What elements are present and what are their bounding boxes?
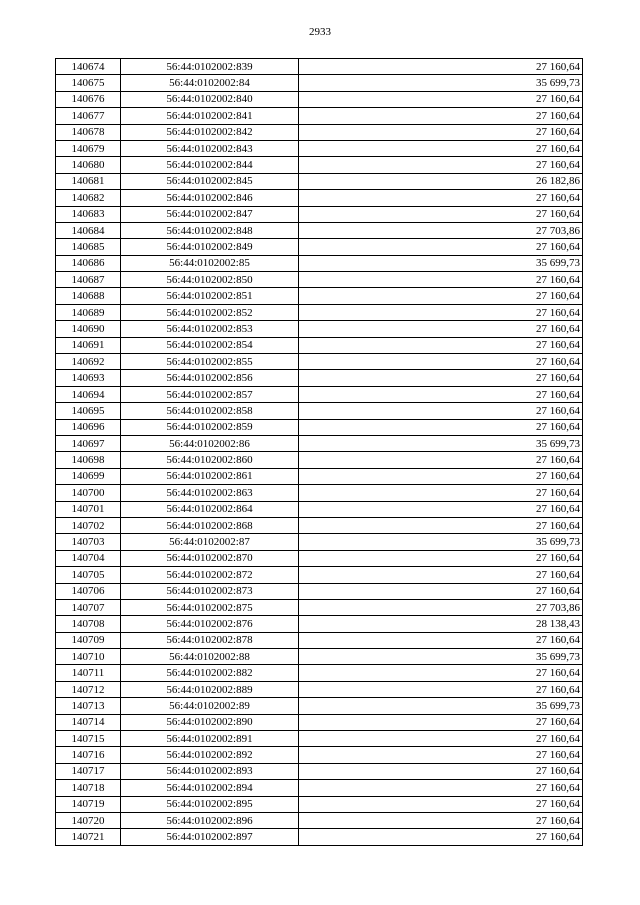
cadastral-number-cell: 56:44:0102002:852 — [121, 304, 299, 320]
row-number-cell: 140685 — [56, 239, 121, 255]
row-number-cell: 140677 — [56, 108, 121, 124]
table-row — [56, 91, 583, 107]
cadastral-number-cell: 56:44:0102002:842 — [121, 124, 299, 140]
row-number-cell: 140680 — [56, 157, 121, 173]
cadastral-value-cell: 27 160,64 — [299, 272, 583, 288]
cadastral-value-cell: 27 160,64 — [299, 796, 583, 812]
cadastral-value-cell: 27 160,64 — [299, 747, 583, 763]
cadastral-number-cell: 56:44:0102002:895 — [121, 796, 299, 812]
table-row — [56, 681, 583, 697]
cadastral-value-cell: 35 699,73 — [299, 75, 583, 91]
row-number-cell: 140708 — [56, 616, 121, 632]
row-number-cell: 140699 — [56, 468, 121, 484]
cadastral-value-cell: 27 160,64 — [299, 321, 583, 337]
cadastral-number-cell: 56:44:0102002:893 — [121, 763, 299, 779]
cadastral-value-cell: 27 160,64 — [299, 485, 583, 501]
cadastral-value-cell: 27 160,64 — [299, 239, 583, 255]
cadastral-number-cell: 56:44:0102002:860 — [121, 452, 299, 468]
cadastral-value-cell: 27 160,64 — [299, 108, 583, 124]
cadastral-number-cell: 56:44:0102002:892 — [121, 747, 299, 763]
row-number-cell: 140705 — [56, 567, 121, 583]
cadastral-number-cell: 56:44:0102002:846 — [121, 190, 299, 206]
table-row — [56, 731, 583, 747]
cadastral-number-cell: 56:44:0102002:857 — [121, 386, 299, 402]
cadastral-value-cell: 27 160,64 — [299, 190, 583, 206]
cadastral-value-cell: 27 703,86 — [299, 222, 583, 238]
table-row — [56, 124, 583, 140]
cadastral-number-cell: 56:44:0102002:844 — [121, 157, 299, 173]
row-number-cell: 140682 — [56, 190, 121, 206]
table-row — [56, 59, 583, 75]
cadastral-number-cell: 56:44:0102002:870 — [121, 550, 299, 566]
cadastral-value-cell: 35 699,73 — [299, 534, 583, 550]
row-number-cell: 140690 — [56, 321, 121, 337]
table-row — [56, 829, 583, 845]
table-row — [56, 337, 583, 353]
table-row — [56, 272, 583, 288]
cadastral-number-cell: 56:44:0102002:89 — [121, 698, 299, 714]
cadastral-value-cell: 27 160,64 — [299, 583, 583, 599]
table-row — [56, 173, 583, 189]
row-number-cell: 140712 — [56, 681, 121, 697]
row-number-cell: 140711 — [56, 665, 121, 681]
cadastral-value-cell: 27 160,64 — [299, 140, 583, 156]
cadastral-number-cell: 56:44:0102002:890 — [121, 714, 299, 730]
cadastral-number-cell: 56:44:0102002:858 — [121, 403, 299, 419]
cadastral-number-cell: 56:44:0102002:839 — [121, 59, 299, 75]
row-number-cell: 140702 — [56, 517, 121, 533]
cadastral-value-cell: 27 160,64 — [299, 370, 583, 386]
row-number-cell: 140721 — [56, 829, 121, 845]
table-row — [56, 517, 583, 533]
table-row — [56, 485, 583, 501]
table-row — [56, 354, 583, 370]
row-number-cell: 140714 — [56, 714, 121, 730]
table-row — [56, 321, 583, 337]
row-number-cell: 140696 — [56, 419, 121, 435]
cadastral-number-cell: 56:44:0102002:875 — [121, 599, 299, 615]
table-row — [56, 550, 583, 566]
cadastral-number-cell: 56:44:0102002:88 — [121, 649, 299, 665]
cadastral-value-cell: 27 160,64 — [299, 812, 583, 828]
cadastral-number-cell: 56:44:0102002:847 — [121, 206, 299, 222]
cadastral-number-cell: 56:44:0102002:85 — [121, 255, 299, 271]
cadastral-number-cell: 56:44:0102002:855 — [121, 354, 299, 370]
row-number-cell: 140695 — [56, 403, 121, 419]
row-number-cell: 140687 — [56, 272, 121, 288]
table-row — [56, 632, 583, 648]
row-number-cell: 140718 — [56, 780, 121, 796]
cadastral-number-cell: 56:44:0102002:845 — [121, 173, 299, 189]
cadastral-number-cell: 56:44:0102002:853 — [121, 321, 299, 337]
cadastral-value-cell: 27 160,64 — [299, 714, 583, 730]
row-number-cell: 140674 — [56, 59, 121, 75]
cadastral-value-cell: 27 160,64 — [299, 763, 583, 779]
cadastral-value-table — [55, 58, 583, 846]
cadastral-number-cell: 56:44:0102002:840 — [121, 91, 299, 107]
table-row — [56, 370, 583, 386]
row-number-cell: 140697 — [56, 435, 121, 451]
table-row — [56, 239, 583, 255]
table-row — [56, 747, 583, 763]
row-number-cell: 140698 — [56, 452, 121, 468]
cadastral-number-cell: 56:44:0102002:873 — [121, 583, 299, 599]
cadastral-value-cell: 27 160,64 — [299, 288, 583, 304]
row-number-cell: 140684 — [56, 222, 121, 238]
cadastral-value-cell: 35 699,73 — [299, 649, 583, 665]
cadastral-number-cell: 56:44:0102002:841 — [121, 108, 299, 124]
row-number-cell: 140689 — [56, 304, 121, 320]
cadastral-value-cell: 27 160,64 — [299, 337, 583, 353]
cadastral-value-cell: 26 182,86 — [299, 173, 583, 189]
cadastral-number-cell: 56:44:0102002:854 — [121, 337, 299, 353]
table-row — [56, 206, 583, 222]
row-number-cell: 140681 — [56, 173, 121, 189]
cadastral-value-cell: 27 160,64 — [299, 157, 583, 173]
cadastral-number-cell: 56:44:0102002:891 — [121, 731, 299, 747]
page-number: 2933 — [309, 26, 331, 38]
cadastral-number-cell: 56:44:0102002:859 — [121, 419, 299, 435]
cadastral-number-cell: 56:44:0102002:848 — [121, 222, 299, 238]
cadastral-number-cell: 56:44:0102002:896 — [121, 812, 299, 828]
cadastral-value-cell: 27 160,64 — [299, 468, 583, 484]
cadastral-number-cell: 56:44:0102002:843 — [121, 140, 299, 156]
cadastral-value-cell: 28 138,43 — [299, 616, 583, 632]
cadastral-value-cell: 27 160,64 — [299, 517, 583, 533]
cadastral-number-cell: 56:44:0102002:849 — [121, 239, 299, 255]
cadastral-number-cell: 56:44:0102002:897 — [121, 829, 299, 845]
cadastral-number-cell: 56:44:0102002:87 — [121, 534, 299, 550]
row-number-cell: 140688 — [56, 288, 121, 304]
row-number-cell: 140692 — [56, 354, 121, 370]
table-row — [56, 386, 583, 402]
row-number-cell: 140679 — [56, 140, 121, 156]
cadastral-value-cell: 27 160,64 — [299, 829, 583, 845]
table-row — [56, 190, 583, 206]
row-number-cell: 140693 — [56, 370, 121, 386]
cadastral-number-cell: 56:44:0102002:889 — [121, 681, 299, 697]
cadastral-value-cell: 27 160,64 — [299, 731, 583, 747]
table-row — [56, 403, 583, 419]
cadastral-number-cell: 56:44:0102002:856 — [121, 370, 299, 386]
table-row — [56, 714, 583, 730]
table-row — [56, 780, 583, 796]
cadastral-number-cell: 56:44:0102002:876 — [121, 616, 299, 632]
cadastral-number-cell: 56:44:0102002:851 — [121, 288, 299, 304]
cadastral-value-cell: 35 699,73 — [299, 255, 583, 271]
row-number-cell: 140715 — [56, 731, 121, 747]
table-row — [56, 157, 583, 173]
row-number-cell: 140706 — [56, 583, 121, 599]
table-row — [56, 419, 583, 435]
cadastral-value-cell: 27 160,64 — [299, 632, 583, 648]
table-row — [56, 501, 583, 517]
table-row — [56, 108, 583, 124]
cadastral-number-cell: 56:44:0102002:878 — [121, 632, 299, 648]
cadastral-value-cell: 27 160,64 — [299, 59, 583, 75]
table-row — [56, 616, 583, 632]
cadastral-value-cell: 27 160,64 — [299, 403, 583, 419]
row-number-cell: 140686 — [56, 255, 121, 271]
table-row — [56, 665, 583, 681]
table-row — [56, 255, 583, 271]
table-row — [56, 583, 583, 599]
table-row — [56, 304, 583, 320]
table-row — [56, 75, 583, 91]
cadastral-number-cell: 56:44:0102002:868 — [121, 517, 299, 533]
row-number-cell: 140720 — [56, 812, 121, 828]
cadastral-value-cell: 27 160,64 — [299, 780, 583, 796]
row-number-cell: 140701 — [56, 501, 121, 517]
cadastral-number-cell: 56:44:0102002:850 — [121, 272, 299, 288]
table-row — [56, 698, 583, 714]
row-number-cell: 140709 — [56, 632, 121, 648]
row-number-cell: 140676 — [56, 91, 121, 107]
cadastral-number-cell: 56:44:0102002:882 — [121, 665, 299, 681]
row-number-cell: 140678 — [56, 124, 121, 140]
row-number-cell: 140710 — [56, 649, 121, 665]
row-number-cell: 140713 — [56, 698, 121, 714]
row-number-cell: 140691 — [56, 337, 121, 353]
row-number-cell: 140707 — [56, 599, 121, 615]
cadastral-number-cell: 56:44:0102002:86 — [121, 435, 299, 451]
cadastral-value-cell: 27 160,64 — [299, 354, 583, 370]
cadastral-value-cell: 35 699,73 — [299, 435, 583, 451]
table-body — [56, 59, 583, 846]
cadastral-number-cell: 56:44:0102002:872 — [121, 567, 299, 583]
table-row — [56, 599, 583, 615]
row-number-cell: 140683 — [56, 206, 121, 222]
cadastral-value-cell: 27 160,64 — [299, 91, 583, 107]
table-row — [56, 534, 583, 550]
table-row — [56, 452, 583, 468]
table-row — [56, 468, 583, 484]
cadastral-value-cell: 27 160,64 — [299, 681, 583, 697]
row-number-cell: 140716 — [56, 747, 121, 763]
cadastral-number-cell: 56:44:0102002:864 — [121, 501, 299, 517]
cadastral-number-cell: 56:44:0102002:863 — [121, 485, 299, 501]
cadastral-number-cell: 56:44:0102002:894 — [121, 780, 299, 796]
table-row — [56, 288, 583, 304]
row-number-cell: 140717 — [56, 763, 121, 779]
table-row — [56, 567, 583, 583]
cadastral-value-cell: 27 160,64 — [299, 567, 583, 583]
cadastral-number-cell: 56:44:0102002:861 — [121, 468, 299, 484]
table-row — [56, 435, 583, 451]
row-number-cell: 140703 — [56, 534, 121, 550]
cadastral-value-cell: 27 160,64 — [299, 419, 583, 435]
cadastral-value-cell: 27 160,64 — [299, 501, 583, 517]
row-number-cell: 140704 — [56, 550, 121, 566]
row-number-cell: 140719 — [56, 796, 121, 812]
cadastral-value-cell: 27 160,64 — [299, 550, 583, 566]
cadastral-value-cell: 27 160,64 — [299, 386, 583, 402]
cadastral-value-cell: 27 160,64 — [299, 665, 583, 681]
cadastral-value-cell: 27 160,64 — [299, 206, 583, 222]
row-number-cell: 140694 — [56, 386, 121, 402]
row-number-cell: 140675 — [56, 75, 121, 91]
table-row — [56, 812, 583, 828]
table-row — [56, 763, 583, 779]
cadastral-value-cell: 27 160,64 — [299, 124, 583, 140]
cadastral-number-cell: 56:44:0102002:84 — [121, 75, 299, 91]
cadastral-value-cell: 27 703,86 — [299, 599, 583, 615]
cadastral-value-cell: 27 160,64 — [299, 304, 583, 320]
cadastral-value-cell: 35 699,73 — [299, 698, 583, 714]
table-row — [56, 796, 583, 812]
row-number-cell: 140700 — [56, 485, 121, 501]
table-row — [56, 649, 583, 665]
table-row — [56, 140, 583, 156]
table-row — [56, 222, 583, 238]
cadastral-value-cell: 27 160,64 — [299, 452, 583, 468]
